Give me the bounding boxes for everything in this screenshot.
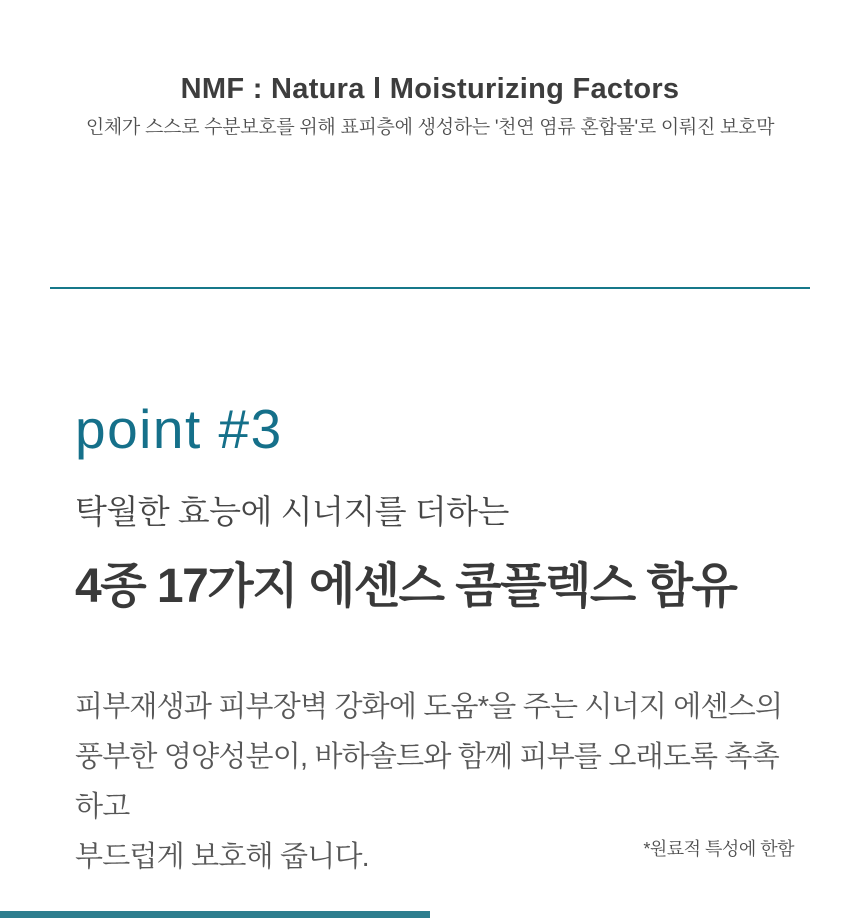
body-line: 풍부한 영양성분이, 바하솔트와 함께 피부를 오래도록 촉촉하고	[75, 741, 779, 823]
body-line: 피부재생과 피부장벽 강화에 도움*을 주는 시너지 에센스의	[75, 691, 783, 723]
nmf-header	[0, 0, 860, 141]
nmf-title: NMF : Natura l Moisturizing Factors	[180, 73, 680, 105]
point-number-label: point #3	[75, 398, 283, 460]
section-divider	[50, 287, 810, 289]
body-line: 부드럽게 보호해 줍니다.	[75, 841, 369, 873]
point-body-paragraph	[75, 682, 802, 882]
point-subheading: 탁월한 효능에 시너지를 더하는	[75, 493, 509, 530]
nmf-subtitle: 인체가 스스로 수분보호를 위해 표피층에 생성하는 '천연 염류 혼합물'로 이뤄진 보호막	[85, 117, 775, 138]
next-section-peek-bar	[0, 911, 430, 918]
point-3-section	[75, 398, 802, 882]
ingredient-disclaimer-footnote: *원료적 특성에 한함	[643, 839, 794, 859]
point-headline: 4종 17가지 에센스 콤플렉스 함유	[75, 560, 737, 613]
